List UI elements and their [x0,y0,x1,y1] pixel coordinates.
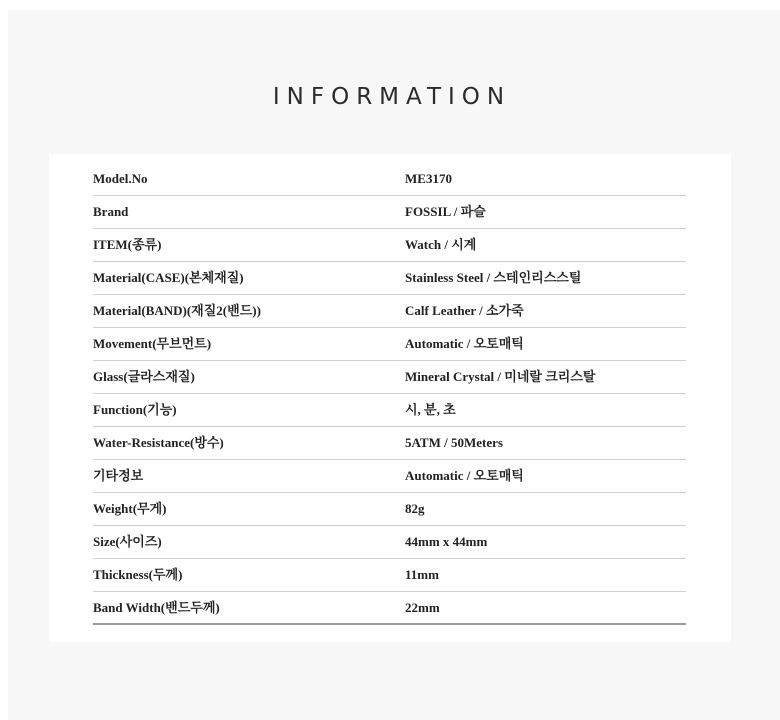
spec-value: Calf Leather / 소가죽 [405,303,524,318]
spec-label: Material(BAND)(재질2(밴드)) [93,303,261,318]
spec-label: ITEM(종류) [93,237,162,252]
spec-label: Water-Resistance(방수) [93,435,224,450]
spec-label: Glass(글라스재질) [93,369,195,384]
spec-value: Watch / 시계 [405,237,477,252]
spec-value: 22mm [405,600,440,615]
spec-label: Movement(무브먼트) [93,336,212,351]
spec-label: Model.No [93,171,148,186]
spec-value: 시, 분, 초 [405,402,456,417]
spec-value: Mineral Crystal / 미네랄 크리스탈 [405,369,596,384]
spec-card [49,154,731,642]
spec-row-function [93,394,686,427]
spec-label: Material(CASE)(본체재질) [93,270,244,285]
spec-row-glass [93,361,686,394]
page-title: INFORMATION [272,84,512,110]
spec-label: Brand [93,204,129,219]
spec-row-water-resistance [93,427,686,460]
spec-row-movement [93,328,686,361]
spec-row-weight [93,493,686,526]
spec-value: Automatic / 오토매틱 [405,336,524,351]
spec-label: Thickness(두께) [93,567,183,582]
spec-row-material-band [93,295,686,328]
spec-table [93,163,686,625]
spec-row-thickness [93,559,686,592]
spec-label: 기타정보 [93,468,144,483]
spec-row-other-info [93,460,686,493]
spec-value: ME3170 [405,171,452,186]
spec-label: Function(기능) [93,402,177,417]
spec-row-material-case [93,262,686,295]
spec-value: 82g [405,501,425,516]
spec-value: Automatic / 오토매틱 [405,468,524,483]
spec-value: FOSSIL / 파슬 [405,204,486,219]
spec-row-item [93,229,686,262]
spec-row-band-width [93,592,686,625]
spec-value: 44mm x 44mm [405,534,488,549]
spec-row-brand [93,196,686,229]
spec-value: 11mm [405,567,439,582]
spec-label: Weight(무게) [93,501,167,516]
spec-row-size [93,526,686,559]
spec-label: Size(사이즈) [93,534,162,549]
spec-value: Stainless Steel / 스테인리스스틸 [405,270,582,285]
spec-label: Band Width(밴드두께) [93,600,220,615]
spec-row-model-no [93,163,686,196]
spec-value: 5ATM / 50Meters [405,435,503,450]
